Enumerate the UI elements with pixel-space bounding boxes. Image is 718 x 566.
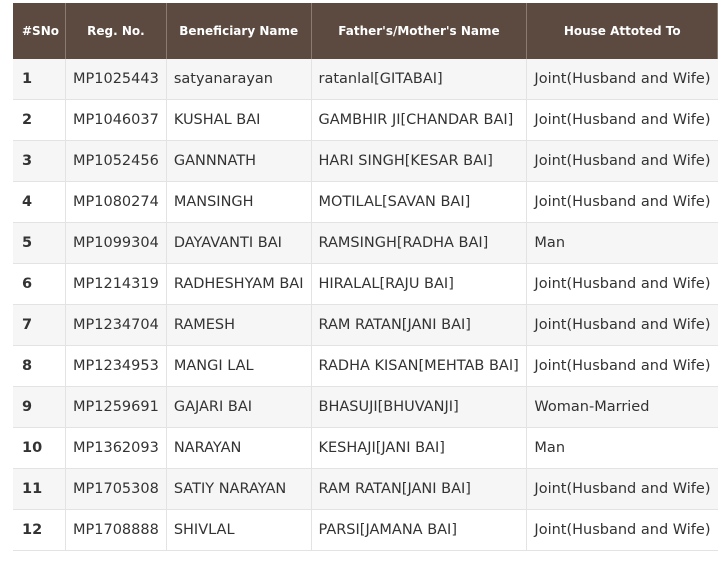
cell-sno: 3 bbox=[13, 141, 65, 182]
cell-house-allotted-to: Joint(Husband and Wife) bbox=[527, 469, 718, 510]
cell-parent-name: PARSI[JAMANA BAI] bbox=[311, 510, 527, 551]
header-house-allotted-to[interactable]: House Attoted To bbox=[527, 3, 718, 59]
header-beneficiary-name[interactable]: Beneficiary Name bbox=[166, 3, 311, 59]
table-row bbox=[13, 387, 718, 428]
table-row bbox=[13, 223, 718, 264]
table-header-row bbox=[13, 3, 718, 59]
cell-sno: 4 bbox=[13, 182, 65, 223]
cell-beneficiary-name: SATIY NARAYAN bbox=[166, 469, 311, 510]
cell-sno: 9 bbox=[13, 387, 65, 428]
cell-parent-name: RAM RATAN[JANI BAI] bbox=[311, 469, 527, 510]
cell-beneficiary-name: GANNNATH bbox=[166, 141, 311, 182]
cell-reg-no: MP1214319 bbox=[65, 264, 166, 305]
table-row bbox=[13, 59, 718, 100]
cell-sno: 10 bbox=[13, 428, 65, 469]
table-row bbox=[13, 346, 718, 387]
cell-sno: 1 bbox=[13, 59, 65, 100]
table-row bbox=[13, 141, 718, 182]
cell-house-allotted-to: Joint(Husband and Wife) bbox=[527, 264, 718, 305]
cell-house-allotted-to: Joint(Husband and Wife) bbox=[527, 182, 718, 223]
cell-reg-no: MP1362093 bbox=[65, 428, 166, 469]
cell-reg-no: MP1046037 bbox=[65, 100, 166, 141]
header-parent-name[interactable]: Father's/Mother's Name bbox=[311, 3, 527, 59]
cell-parent-name: HARI SINGH[KESAR BAI] bbox=[311, 141, 527, 182]
cell-parent-name: KESHAJI[JANI BAI] bbox=[311, 428, 527, 469]
table-row bbox=[13, 305, 718, 346]
cell-reg-no: MP1052456 bbox=[65, 141, 166, 182]
cell-house-allotted-to: Joint(Husband and Wife) bbox=[527, 346, 718, 387]
cell-sno: 5 bbox=[13, 223, 65, 264]
table-body bbox=[13, 59, 718, 551]
cell-beneficiary-name: RAMESH bbox=[166, 305, 311, 346]
cell-parent-name: GAMBHIR JI[CHANDAR BAI] bbox=[311, 100, 527, 141]
cell-reg-no: MP1234953 bbox=[65, 346, 166, 387]
table-row bbox=[13, 428, 718, 469]
table-row bbox=[13, 469, 718, 510]
cell-parent-name: RADHA KISAN[MEHTAB BAI] bbox=[311, 346, 527, 387]
cell-reg-no: MP1708888 bbox=[65, 510, 166, 551]
cell-reg-no: MP1234704 bbox=[65, 305, 166, 346]
cell-beneficiary-name: SHIVLAL bbox=[166, 510, 311, 551]
cell-beneficiary-name: MANSINGH bbox=[166, 182, 311, 223]
cell-beneficiary-name: GAJARI BAI bbox=[166, 387, 311, 428]
cell-sno: 7 bbox=[13, 305, 65, 346]
header-reg-no[interactable]: Reg. No. bbox=[65, 3, 166, 59]
cell-parent-name: ratanlal[GITABAI] bbox=[311, 59, 527, 100]
cell-parent-name: BHASUJI[BHUVANJI] bbox=[311, 387, 527, 428]
header-sno[interactable]: #SNo bbox=[13, 3, 65, 59]
cell-house-allotted-to: Joint(Husband and Wife) bbox=[527, 59, 718, 100]
cell-beneficiary-name: satyanarayan bbox=[166, 59, 311, 100]
cell-reg-no: MP1705308 bbox=[65, 469, 166, 510]
cell-sno: 6 bbox=[13, 264, 65, 305]
cell-parent-name: HIRALAL[RAJU BAI] bbox=[311, 264, 527, 305]
cell-house-allotted-to: Man bbox=[527, 428, 718, 469]
cell-beneficiary-name: KUSHAL BAI bbox=[166, 100, 311, 141]
cell-sno: 2 bbox=[13, 100, 65, 141]
cell-reg-no: MP1259691 bbox=[65, 387, 166, 428]
cell-parent-name: MOTILAL[SAVAN BAI] bbox=[311, 182, 527, 223]
cell-sno: 11 bbox=[13, 469, 65, 510]
cell-house-allotted-to: Joint(Husband and Wife) bbox=[527, 141, 718, 182]
cell-house-allotted-to: Man bbox=[527, 223, 718, 264]
cell-beneficiary-name: DAYAVANTI BAI bbox=[166, 223, 311, 264]
table-row bbox=[13, 510, 718, 551]
cell-sno: 12 bbox=[13, 510, 65, 551]
cell-house-allotted-to: Joint(Husband and Wife) bbox=[527, 100, 718, 141]
cell-parent-name: RAMSINGH[RADHA BAI] bbox=[311, 223, 527, 264]
cell-house-allotted-to: Woman-Married bbox=[527, 387, 718, 428]
table-row bbox=[13, 100, 718, 141]
cell-parent-name: RAM RATAN[JANI BAI] bbox=[311, 305, 527, 346]
cell-reg-no: MP1080274 bbox=[65, 182, 166, 223]
cell-reg-no: MP1099304 bbox=[65, 223, 166, 264]
cell-house-allotted-to: Joint(Husband and Wife) bbox=[527, 305, 718, 346]
cell-reg-no: MP1025443 bbox=[65, 59, 166, 100]
beneficiary-table bbox=[13, 3, 718, 551]
cell-sno: 8 bbox=[13, 346, 65, 387]
cell-beneficiary-name: RADHESHYAM BAI bbox=[166, 264, 311, 305]
cell-beneficiary-name: NARAYAN bbox=[166, 428, 311, 469]
cell-beneficiary-name: MANGI LAL bbox=[166, 346, 311, 387]
table-row bbox=[13, 182, 718, 223]
table-row bbox=[13, 264, 718, 305]
cell-house-allotted-to: Joint(Husband and Wife) bbox=[527, 510, 718, 551]
